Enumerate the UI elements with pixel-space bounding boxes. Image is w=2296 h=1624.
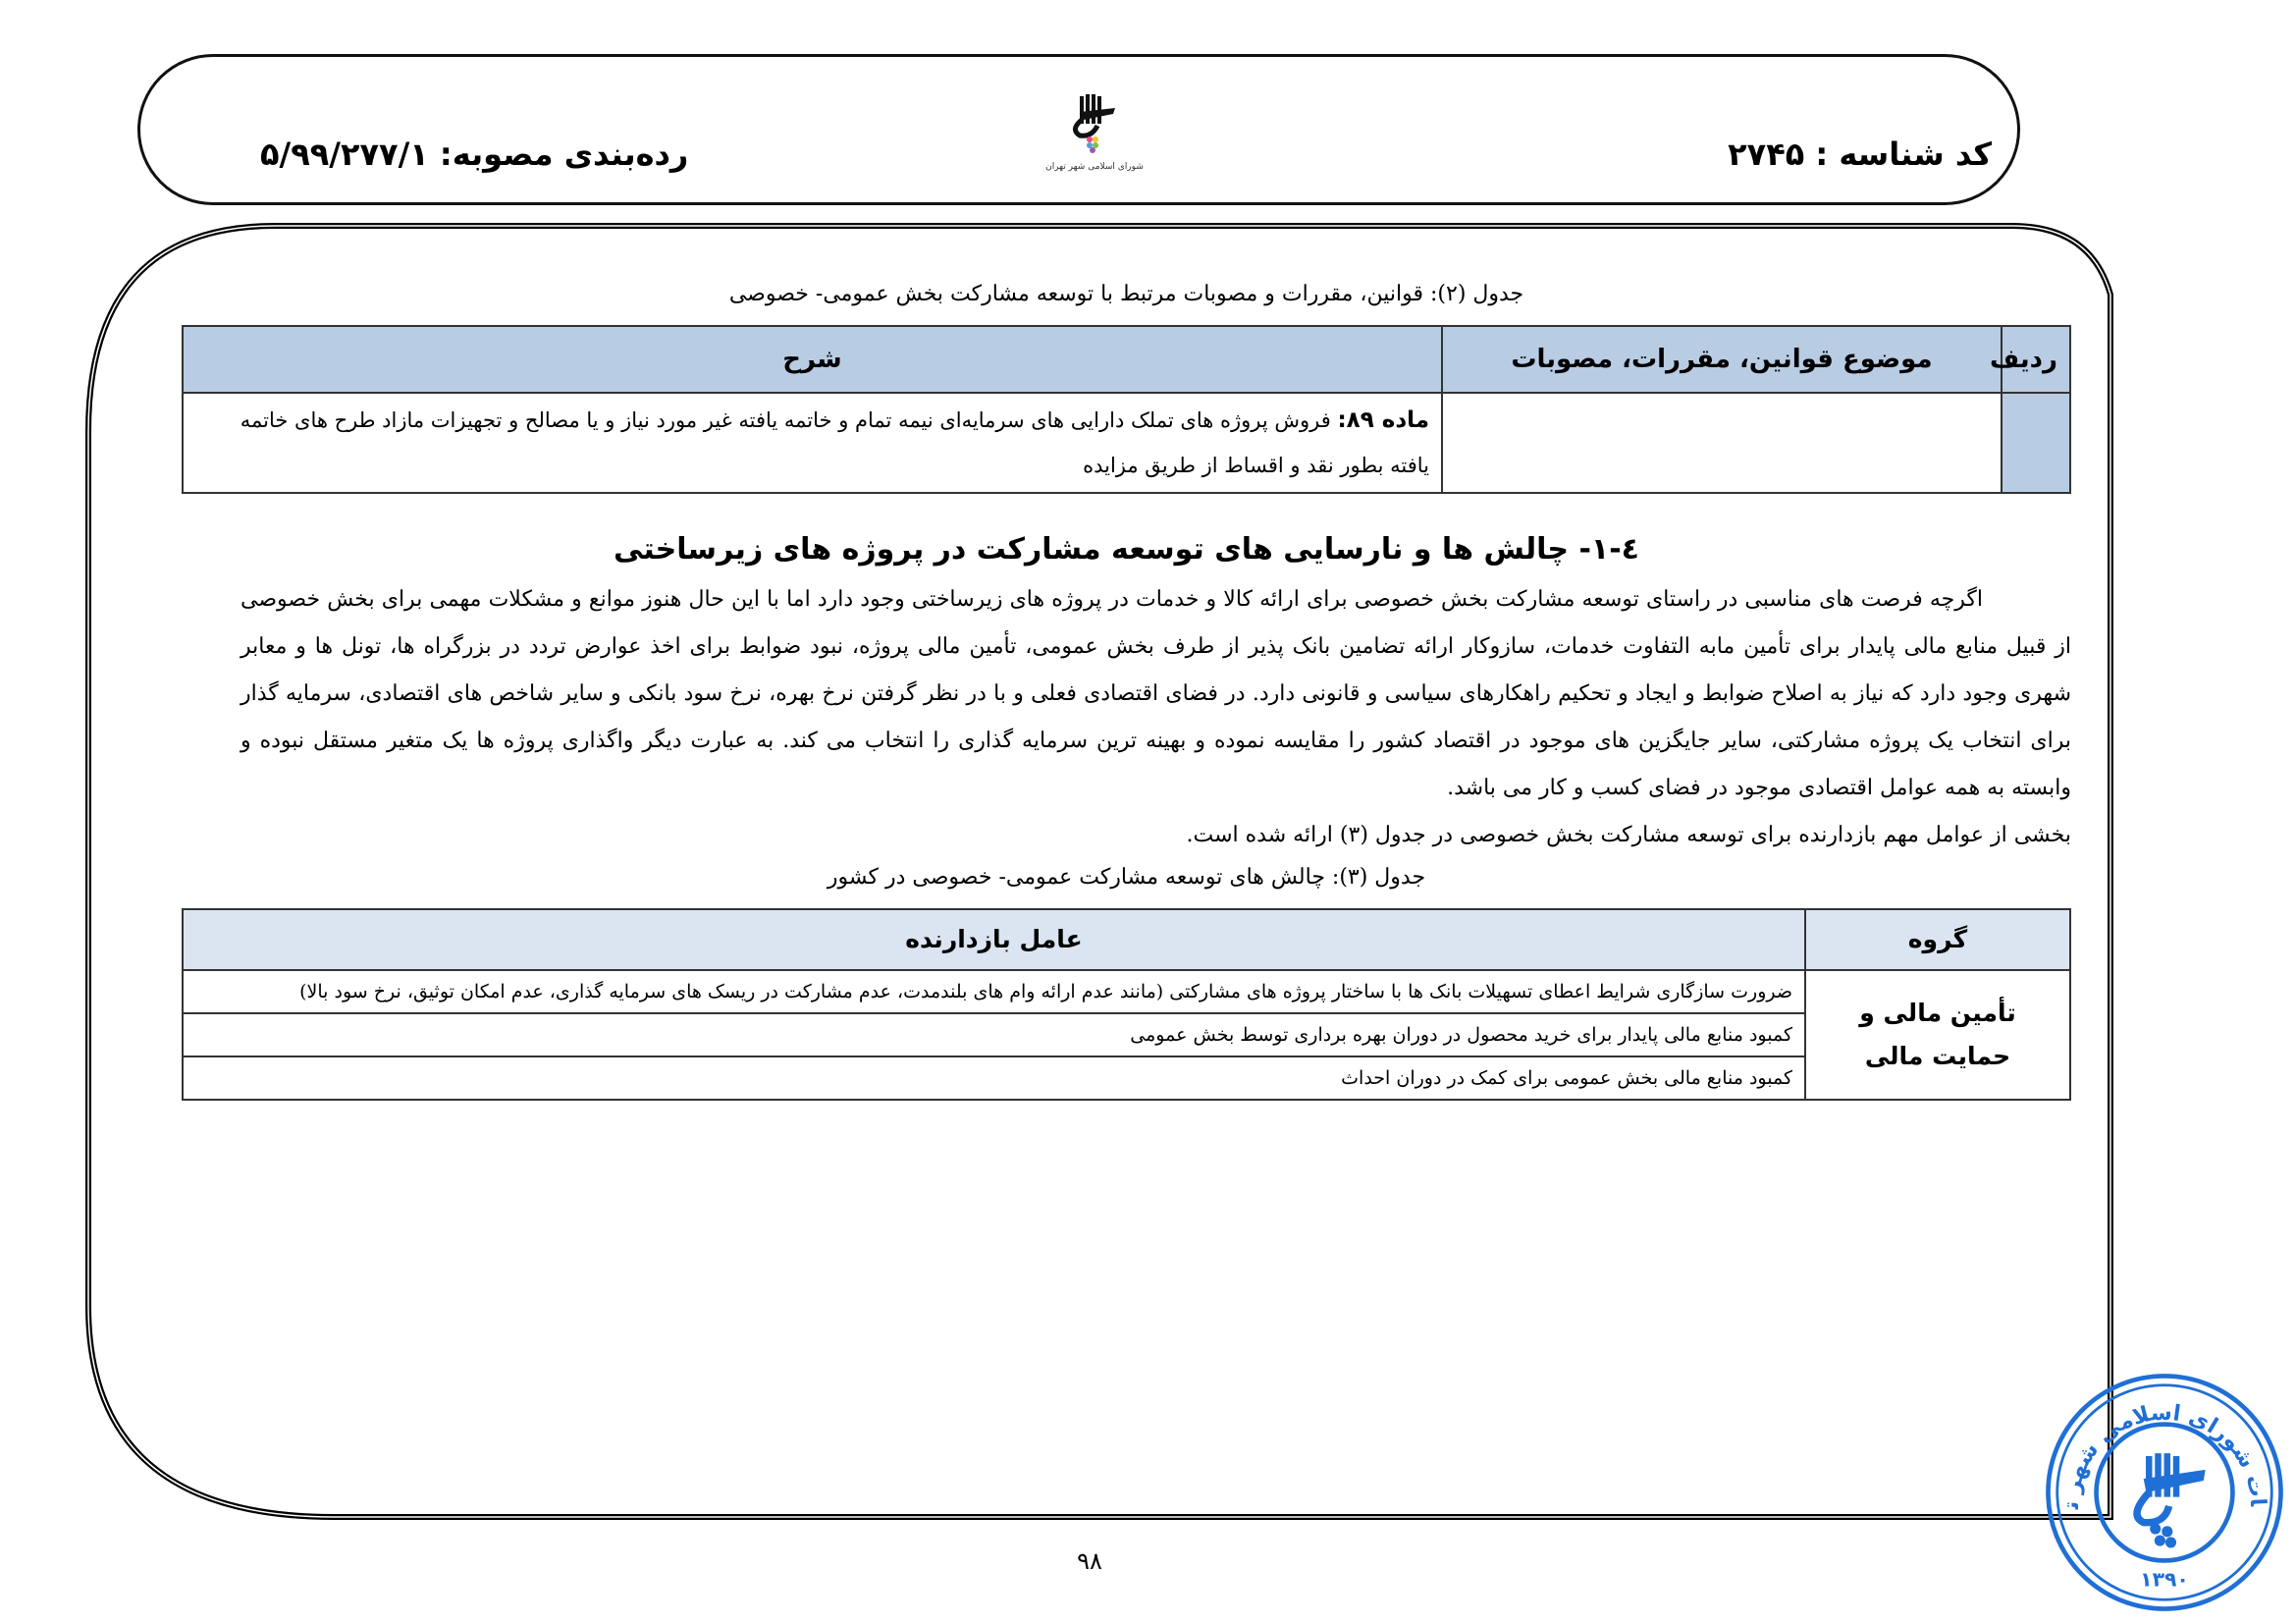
table2-header-subject: موضوع قوانین، مقررات، مصوبات	[1442, 326, 2002, 393]
table2-cell-description	[183, 393, 1442, 493]
table-row	[183, 393, 2070, 493]
table3-cell-group: تأمین مالی و حمایت مالی	[1805, 970, 2070, 1100]
table-row	[183, 970, 2070, 1013]
table-row	[183, 1056, 2070, 1100]
table3-intro-text: بخشی از عوامل مهم بازدارنده برای توسعه مشارکت بخش خصوصی در جدول (۳) ارائه شده است.	[1186, 823, 2071, 847]
stamp-seal-icon	[2042, 1370, 2287, 1615]
table2-cell-subject	[1442, 393, 2002, 493]
section-heading: ٤-١- چالش ها و نارسایی های توسعه مشارکت در پروژه های زیرساختی	[614, 532, 1639, 567]
table2-caption: جدول (۲): قوانین، مقررات و مصوبات مرتبط با توسعه مشارکت بخش عمومی- خصوصی	[728, 282, 1524, 306]
table2-header-row	[183, 326, 2070, 393]
body-paragraph	[182, 576, 2071, 812]
table2-header-row-number: ردیف	[2002, 326, 2070, 393]
stamp-text: ات شورای اسلامی شهر ت	[2058, 1399, 2271, 1510]
table3-challenges	[182, 908, 2071, 1101]
table3-cell-factor: کمبود منابع مالی پایدار برای خرید محصول در دوران بهره برداری توسط بخش عمومی	[183, 1013, 1805, 1056]
article-label: ماده ۸۹:	[1337, 407, 1429, 433]
table2-laws	[182, 325, 2071, 494]
table3-header-factor: عامل بازدارنده	[183, 909, 1805, 970]
stamp-year: ۱۳۹۰	[2140, 1567, 2189, 1592]
page-number: ۹۸	[1077, 1547, 1102, 1575]
article-text: فروش پروژه های تملک دارایی های سرمایه‌ای نیمه تمام و خاتمه یافته غیر مورد نیاز و یا مصالح و تجهیزات مازاد طرح های خاتمه یافته بطور نقد و اقساط از طریق مزایده	[240, 408, 1429, 477]
table3-cell-factor: ضرورت سازگاری شرایط اعطای تسهیلات بانک ها با ساختار پروژه های مشارکتی (مانند عدم ارائه وام های بلندمدت، عدم مشارکت در ریسک های سرمایه گذاری، عدم امکان توثیق، نرخ سود بالا)	[183, 970, 1805, 1013]
table3-caption: جدول (۳): چالش های توسعه مشارکت عمومی- خصوصی در کشور	[827, 865, 1426, 890]
table-row	[183, 1013, 2070, 1056]
table2-cell-row-number	[2002, 393, 2070, 493]
paragraph-text: اگرچه فرصت های مناسبی در راستای توسعه مشارکت بخش خصوصی برای ارائه کالا و خدمات در پروژه های زیرساختی وجود دارد اما با این حال هنوز موانع و مشکلات مهمی برای بخش خصوصی از قبیل منابع مالی پایدار برای تأمین مابه التفاوت خدمات، سازوکار ارائه تضامین بانک پذیر از طرف بخش عمومی، تأمین مالی پروژه، نبود ضوابط برای اخذ عوارض تردد در بزرگراه ها، تونل ها و معابر شهری وجود دارد که نیاز به اصلاح ضوابط و ایجاد و تحکیم راهکارهای سیاسی و قانونی دارد. در فضای اقتصادی فعلی و با در نظر گرفتن نرخ بهره، نرخ سود بانکی و سایر شاخص های اقتصادی، سرمایه گذار برای انتخاب یک پروژه مشارکتی، سایر جایگزین های موجود در اقتصاد کشور را مقایسه نموده و بهینه ترین سرمایه گذاری را انتخاب می کند. به عبارت دیگر واگذاری پروژه ها یک متغیر مستقل نبوده و وابسته به همه عوامل اقتصادی موجود در فضای کسب و کار می باشد.	[240, 587, 2071, 800]
content-column	[182, 280, 2071, 1101]
document-code: کد شناسه : ۲۷۴۵	[1728, 135, 1992, 173]
table3-cell-factor: کمبود منابع مالی بخش عمومی برای کمک در دوران احداث	[183, 1056, 1805, 1100]
approval-classification: رده‌بندی مصوبه: ۵/۹۹/۲۷۷/۱	[260, 135, 689, 173]
table3-header-group: گروه	[1805, 909, 2070, 970]
official-stamp	[2042, 1370, 2287, 1615]
logo-caption: شورای اسلامی شهر تهران	[1045, 162, 1144, 172]
table3-header-row	[183, 909, 2070, 970]
table2-header-description: شرح	[183, 326, 1442, 393]
